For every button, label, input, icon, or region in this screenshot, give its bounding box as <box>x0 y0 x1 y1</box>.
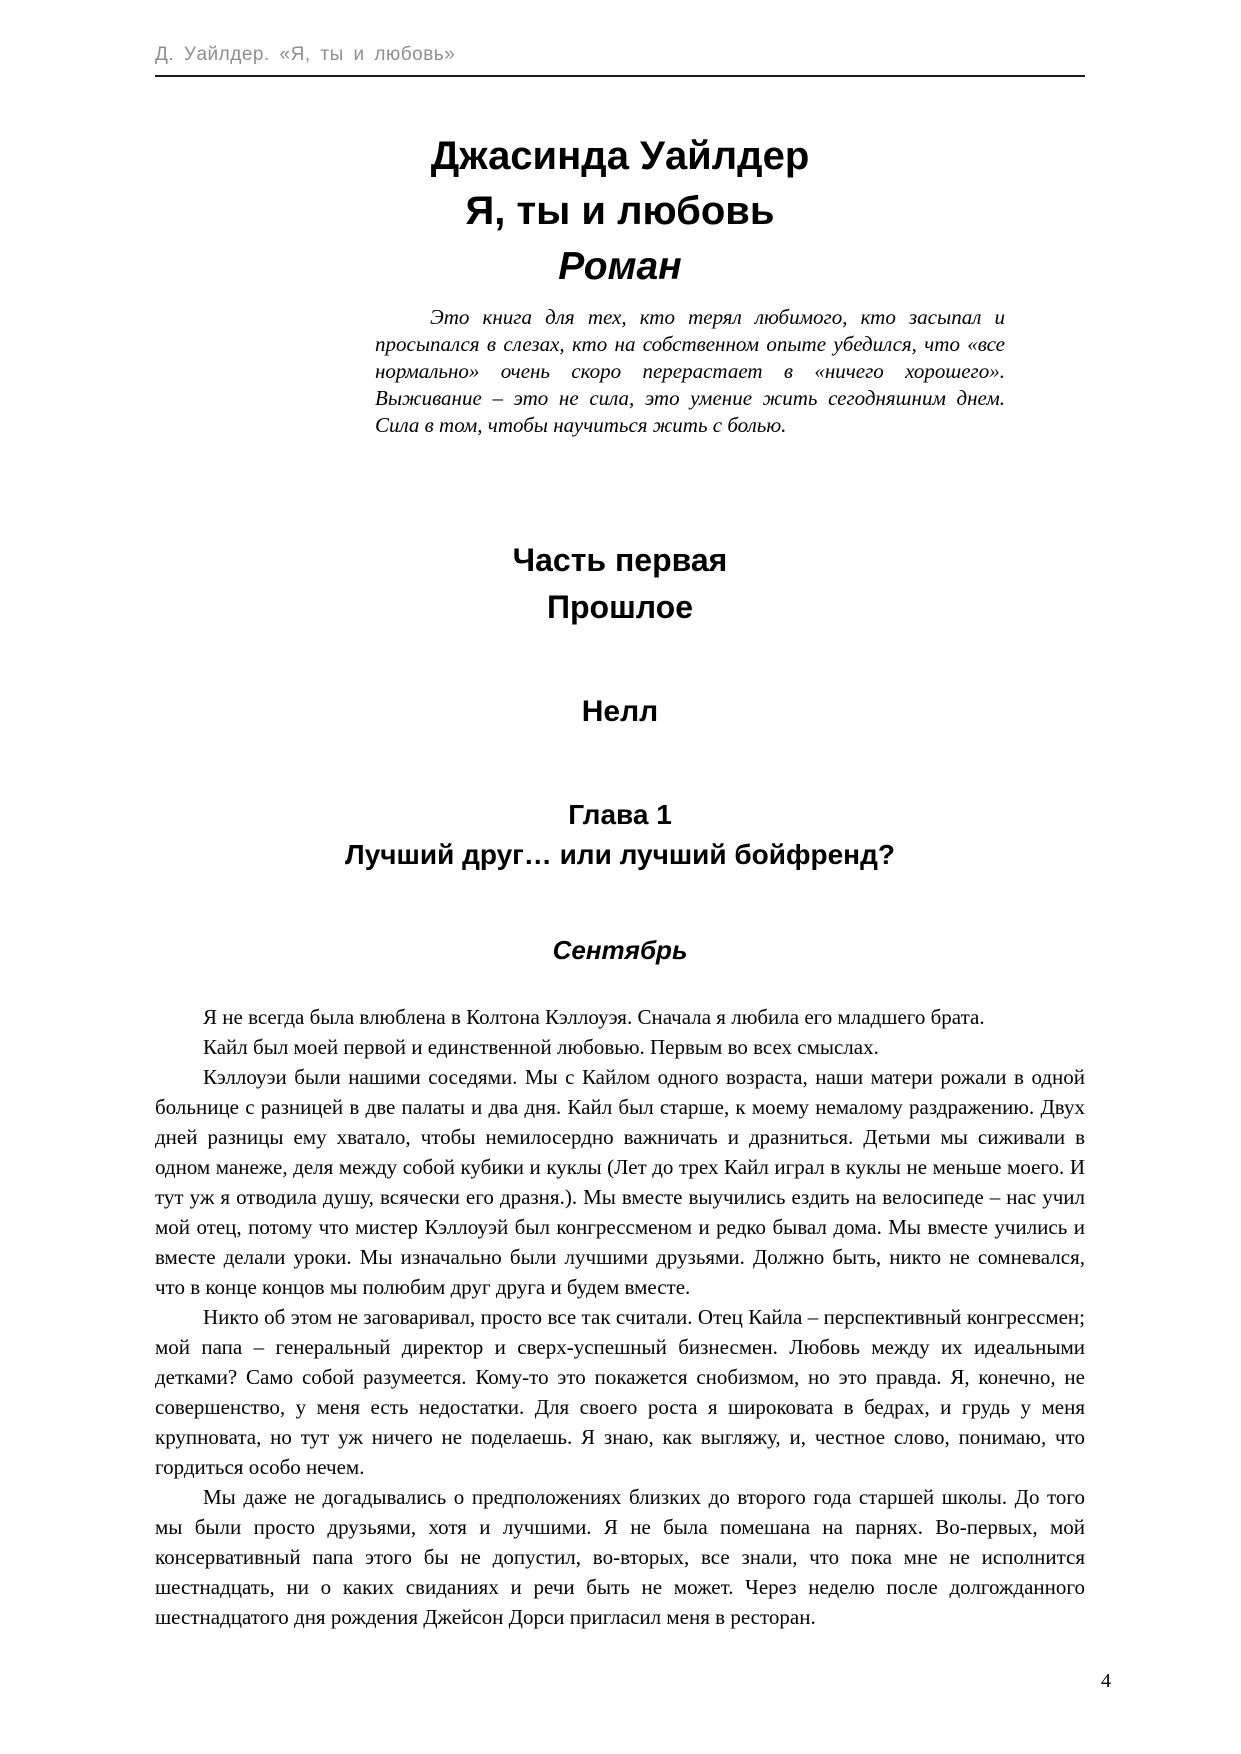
narrator-name: Нелл <box>581 695 659 728</box>
part-heading <box>155 537 1085 631</box>
page-number: 4 <box>1101 1670 1111 1692</box>
body-text <box>155 1002 1085 1632</box>
chapter-heading <box>155 795 1085 875</box>
title-block <box>155 129 1085 294</box>
paragraph: Кайл был моей первой и единственной любовью. Первым во всех смыслах. <box>203 1035 879 1059</box>
chapter-title: Лучший друг… или лучший бойфренд? <box>345 839 895 870</box>
paragraph: Мы даже не догадывались о предположениях близких до второго года старшей школы. До того мы были просто друзьями, хотя и лучшими. Я не была помешана на парнях. Во-первых, мой консервативный папа этого бы не допустил, во-вторых, все знали, что пока мне не исполнится шестнадцать, ни о каких свиданиях и речи быть не может. Через неделю после долгожданного шестнадцатого дня рождения Джейсон Дорси пригласил меня в ресторан. <box>155 1485 1085 1629</box>
chapter-number: Глава 1 <box>568 799 672 830</box>
part-label: Часть первая <box>512 542 728 578</box>
section-title: Сентябрь <box>552 935 688 965</box>
epigraph: Это книга для тех, кто терял любимого, кто засыпал и просыпался в слезах, кто на собственном опыте убедился, что «все нормально» очень скоро перерастает в «ничего хорошего». Выживание – это не сила, это умение жить сегодняшним днем. Сила в том, чтобы научиться жить с болью. <box>375 305 1005 437</box>
book-title: Я, ты и любовь <box>465 189 775 233</box>
paragraph: Я не всегда была влюблена в Колтона Кэллоуэя. Сначала я любила его младшего брата. <box>203 1005 985 1029</box>
paragraph: Кэллоуэи были нашими соседями. Мы с Кайлом одного возраста, наши матери рожали в одной больнице с разницей в две палаты и два дня. Кайл был старше, к моему немалому раздражению. Двух дней разницы ему хватало, чтобы немилосердно важничать и дразниться. Детьми мы сиживали в одном манеже, деля между собой кубики и куклы (Лет до трех Кайл играл в куклы не меньше моего. И тут уж я отводила душу, всячески его дразня.). Мы вместе выучились ездить на велосипеде – нас учил мой отец, потому что мистер Кэллоуэй был конгрессменом и редко бывал дома. Мы вместе учились и вместе делали уроки. Мы изначально были лучшими друзьями. Должно быть, никто не сомневался, что в конце концов мы полюбим друг друга и будем вместе. <box>155 1065 1085 1299</box>
book-author: Джасинда Уайлдер <box>430 134 810 178</box>
book-genre: Роман <box>558 245 682 288</box>
paragraph: Никто об этом не заговаривал, просто все так считали. Отец Кайла – перспективный конгрессмен; мой папа – генеральный директор и сверх-успешный бизнесмен. Любовь между их идеальными детками? Само собой разумеется. Кому-то это покажется снобизмом, но это правда. Я, конечно, не совершенство, у меня есть недостатки. Для своего роста я широковата в бедрах, и грудь у меня крупновата, но тут уж ничего не поделаешь. Я знаю, как выгляжу, и, честное слово, понимаю, что гордиться особо нечем. <box>155 1305 1085 1479</box>
running-title: Д. Уайлдер. «Я, ты и любовь» <box>155 44 456 65</box>
running-header <box>155 0 1085 77</box>
part-title: Прошлое <box>546 589 693 625</box>
